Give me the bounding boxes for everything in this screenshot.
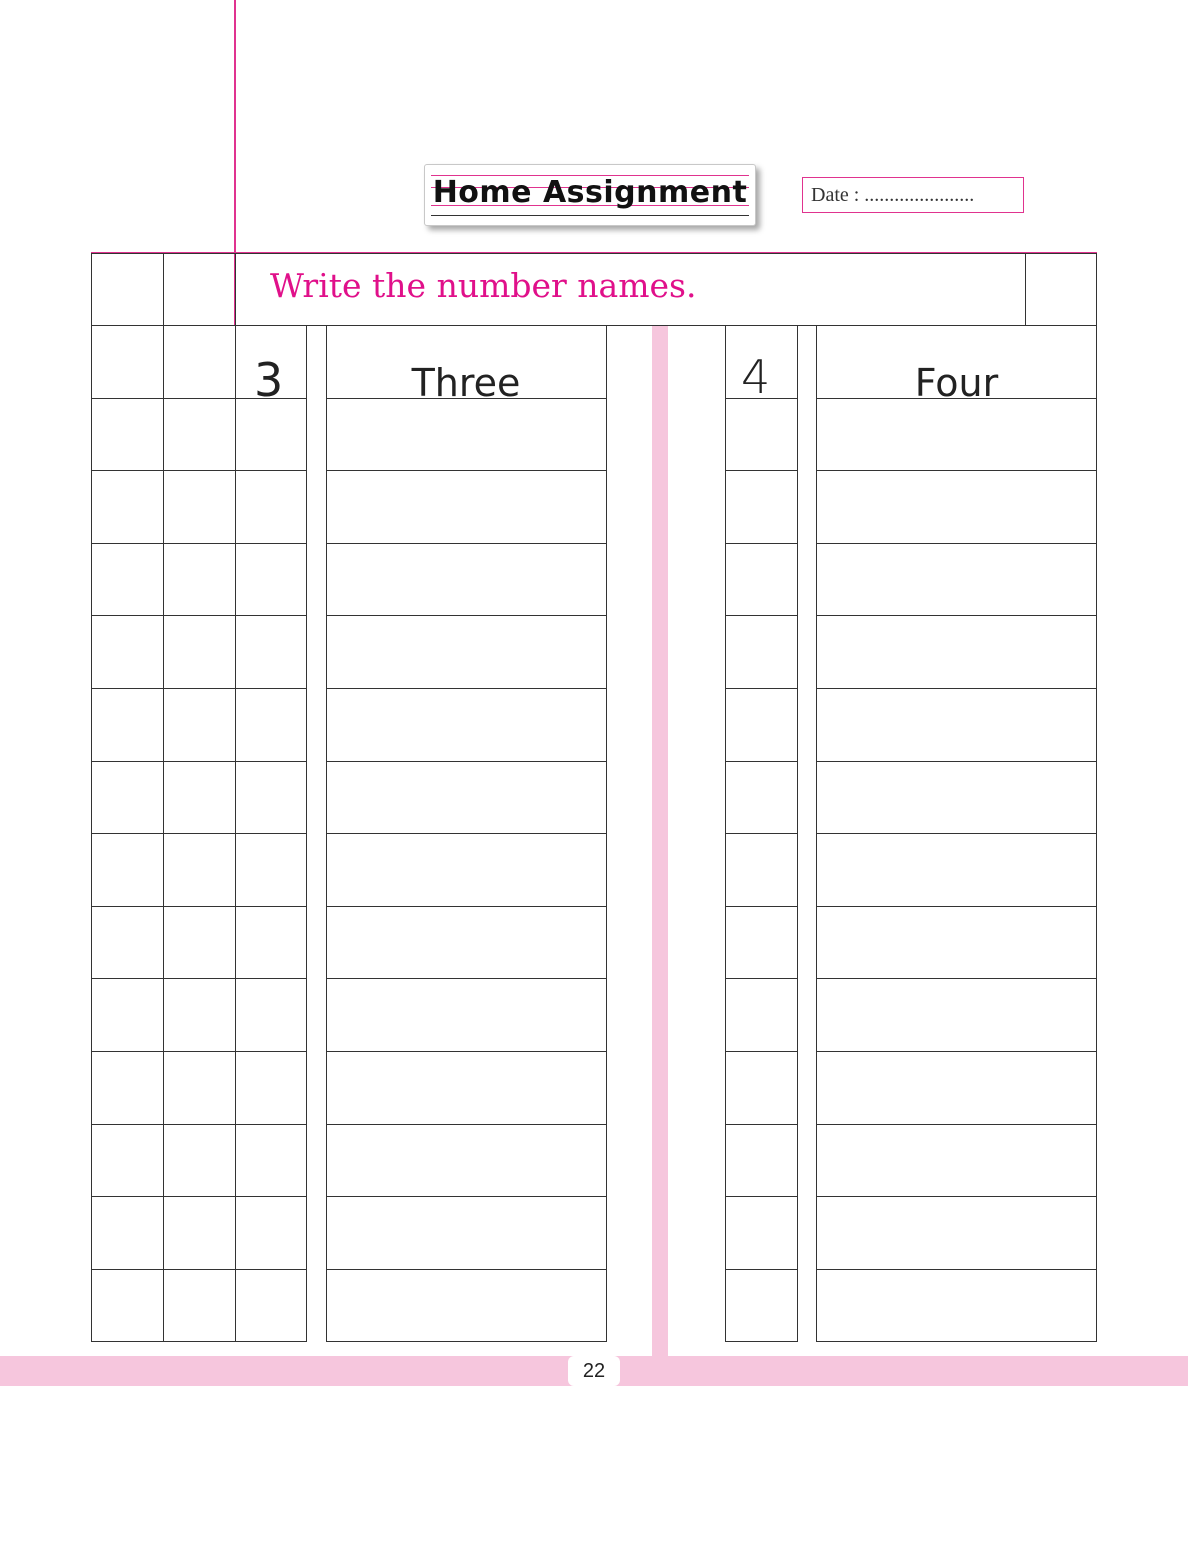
margin-cell bbox=[163, 688, 236, 762]
digit-box-left bbox=[235, 1196, 307, 1270]
word-box-left bbox=[326, 1051, 607, 1125]
word-box-right bbox=[816, 906, 1097, 979]
word-box-left bbox=[326, 1269, 607, 1342]
margin-cell bbox=[91, 1196, 164, 1270]
margin-cell bbox=[163, 398, 236, 471]
word-box-left bbox=[326, 761, 607, 834]
margin-cell bbox=[163, 1196, 236, 1270]
digit-box-right bbox=[725, 398, 798, 471]
date-field[interactable]: Date : ...................... bbox=[802, 177, 1024, 213]
example-word-four: Four bbox=[914, 361, 999, 405]
header-cell bbox=[163, 253, 236, 326]
margin-cell bbox=[163, 761, 236, 834]
digit-box-right bbox=[725, 761, 798, 834]
margin-cell bbox=[163, 1124, 236, 1197]
digit-box-right bbox=[725, 688, 798, 762]
digit-box-right bbox=[725, 1051, 798, 1125]
word-box-left bbox=[326, 470, 607, 544]
margin-cell bbox=[91, 833, 164, 907]
word-box-right bbox=[816, 688, 1097, 762]
margin-cell bbox=[91, 325, 164, 399]
example-word-three: Three bbox=[411, 361, 521, 405]
margin-cell bbox=[91, 978, 164, 1052]
word-box-right bbox=[816, 833, 1097, 907]
word-box-right bbox=[816, 978, 1097, 1052]
digit-box-left bbox=[235, 1269, 307, 1342]
word-box-right bbox=[816, 1269, 1097, 1342]
pink-divider-vertical bbox=[652, 326, 668, 1356]
margin-cell bbox=[163, 1269, 236, 1342]
word-box-right bbox=[816, 615, 1097, 689]
digit-box-left bbox=[235, 761, 307, 834]
word-box-right bbox=[816, 543, 1097, 616]
margin-cell bbox=[163, 978, 236, 1052]
word-box-left bbox=[326, 543, 607, 616]
instruction-text: Write the number names. bbox=[270, 266, 697, 305]
margin-cell bbox=[163, 543, 236, 616]
digit-box-right bbox=[725, 906, 798, 979]
word-box-right bbox=[816, 1051, 1097, 1125]
margin-cell bbox=[163, 470, 236, 544]
header-cell bbox=[1025, 253, 1097, 326]
digit-box-left bbox=[235, 398, 307, 471]
digit-box-right bbox=[725, 470, 798, 544]
margin-cell bbox=[91, 761, 164, 834]
digit-box-left bbox=[235, 1124, 307, 1197]
digit-box-left bbox=[235, 615, 307, 689]
page-title: Home Assignment bbox=[432, 175, 748, 210]
margin-cell bbox=[91, 615, 164, 689]
word-box-right bbox=[816, 1124, 1097, 1197]
digit-box-left bbox=[235, 978, 307, 1052]
margin-cell bbox=[91, 543, 164, 616]
title-banner bbox=[424, 164, 756, 226]
digit-box-left bbox=[235, 906, 307, 979]
digit-box-left bbox=[235, 1051, 307, 1125]
digit-box-right bbox=[725, 615, 798, 689]
digit-box-right bbox=[725, 1269, 798, 1342]
digit-box-right bbox=[725, 1196, 798, 1270]
margin-cell bbox=[163, 833, 236, 907]
title-rule-base bbox=[431, 215, 749, 216]
page-number: 22 bbox=[568, 1356, 620, 1386]
margin-cell bbox=[91, 1124, 164, 1197]
word-box-right bbox=[816, 398, 1097, 471]
margin-cell bbox=[91, 1269, 164, 1342]
margin-cell bbox=[91, 688, 164, 762]
word-box-left bbox=[326, 906, 607, 979]
digit-box-right bbox=[725, 833, 798, 907]
word-box-right bbox=[816, 1196, 1097, 1270]
word-box-right bbox=[816, 761, 1097, 834]
word-box-left bbox=[326, 615, 607, 689]
digit-box-left bbox=[235, 833, 307, 907]
digit-box-left bbox=[235, 543, 307, 616]
digit-box-left bbox=[235, 470, 307, 544]
word-box-left bbox=[326, 1196, 607, 1270]
word-box-left bbox=[326, 1124, 607, 1197]
digit-box-right bbox=[725, 543, 798, 616]
example-digit-three: 3 bbox=[254, 353, 284, 407]
digit-box-right bbox=[725, 978, 798, 1052]
header-cell bbox=[91, 253, 164, 326]
word-box-left bbox=[326, 398, 607, 471]
margin-cell bbox=[91, 906, 164, 979]
margin-cell bbox=[163, 615, 236, 689]
margin-cell bbox=[163, 325, 236, 399]
example-digit-four: 4 bbox=[741, 350, 771, 404]
margin-cell bbox=[163, 906, 236, 979]
margin-cell bbox=[91, 398, 164, 471]
margin-cell bbox=[91, 1051, 164, 1125]
margin-cell bbox=[91, 470, 164, 544]
margin-cell bbox=[163, 1051, 236, 1125]
digit-box-right bbox=[725, 1124, 798, 1197]
word-box-right bbox=[816, 470, 1097, 544]
word-box-left bbox=[326, 688, 607, 762]
word-box-left bbox=[326, 833, 607, 907]
digit-box-left bbox=[235, 688, 307, 762]
word-box-left bbox=[326, 978, 607, 1052]
